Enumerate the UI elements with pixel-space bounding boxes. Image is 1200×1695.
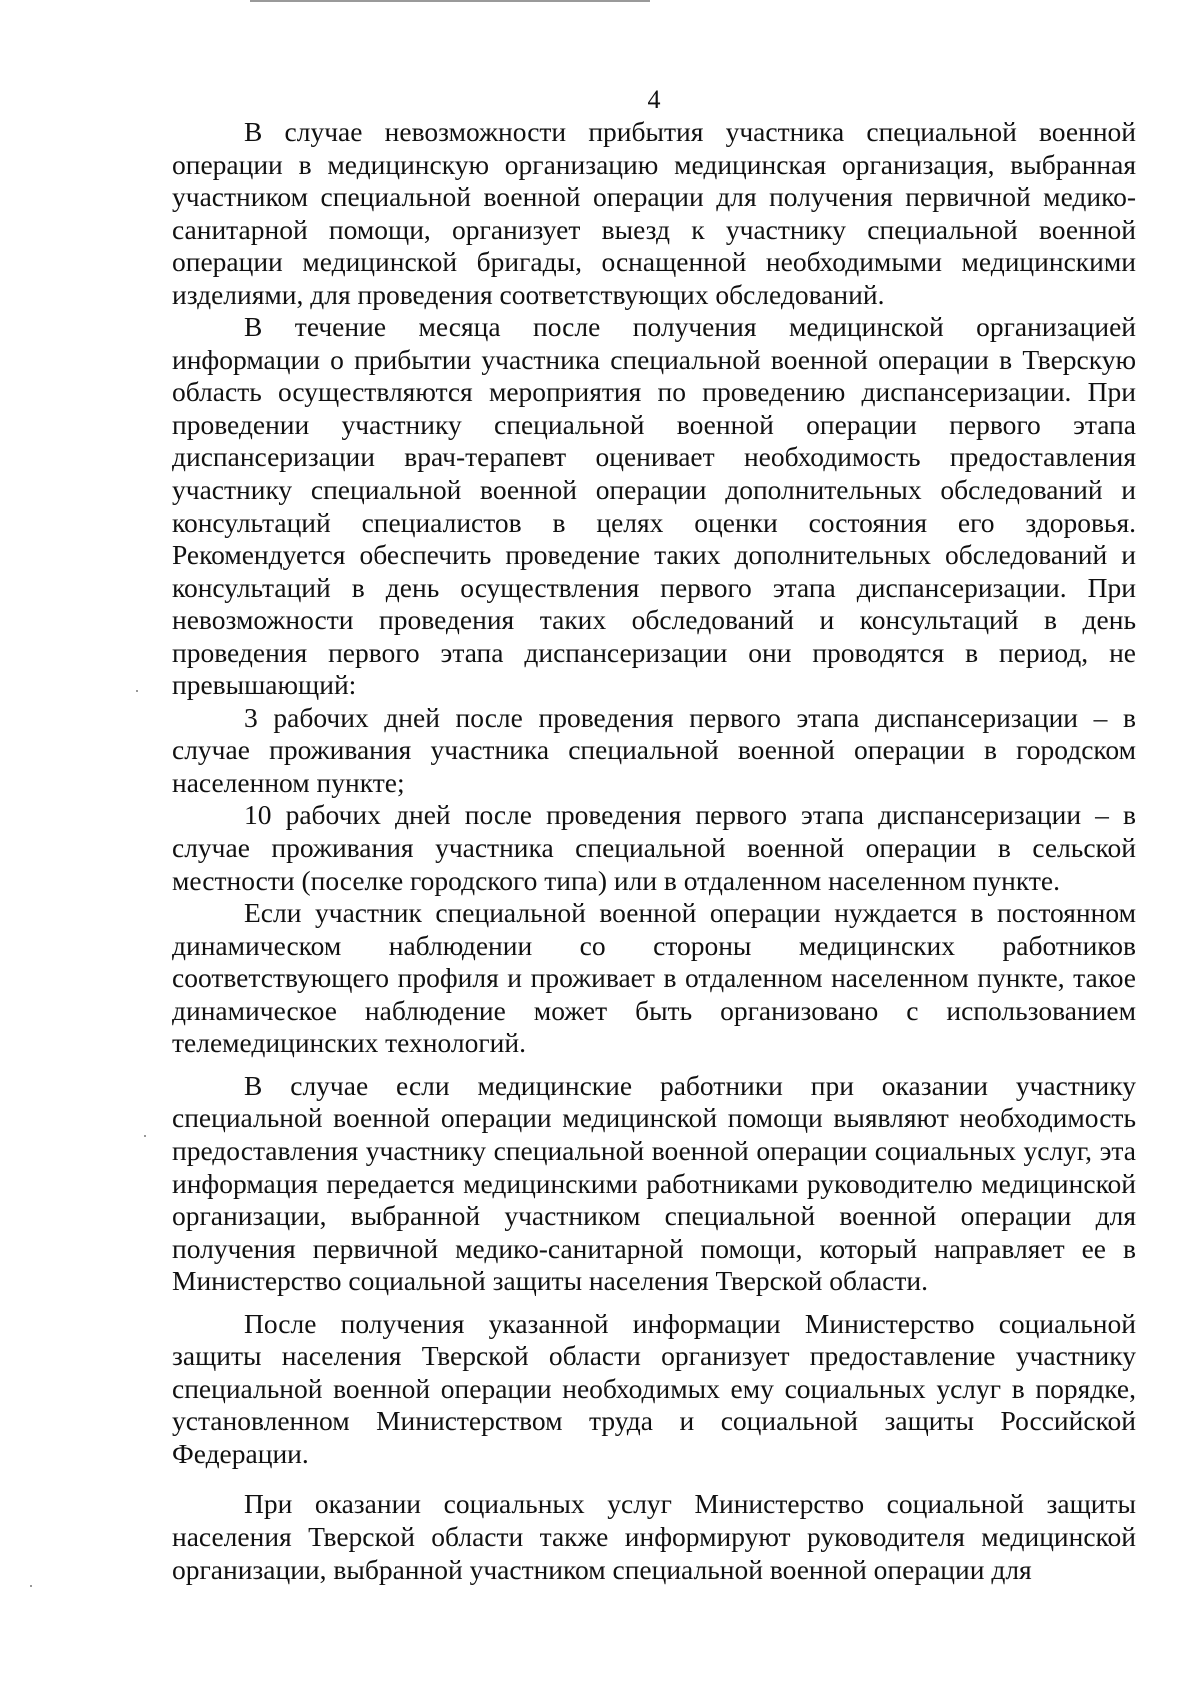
paragraph-dispensarization: В течение месяца после получения медицинской организацией информации о прибытии участника специальной военной операции в Тверскую область осуществляются мероприятия по проведению диспансеризации. При проведении участнику специальной военной операции первого этапа диспансеризации врач-терапевт оценивает необходимость предоставления участнику специальной военной операции дополнительных обследований и консультаций специалистов в целях оценки состояния его здоровья. Рекомендуется обеспечить проведение таких дополнительных обследований и консультаций в день осуществления первого этапа диспансеризации. При невозможности проведения таких обследований и консультаций в день проведения первого этапа диспансеризации они проводятся в период, не превышающий: (172, 311, 1136, 701)
scan-speck (30, 1585, 32, 1587)
paragraph-rural-deadline: 10 рабочих дней после проведения первого этапа диспансеризации – в случае проживания участника специальной военной операции в сельской местности (поселке городского типа) или в отдаленном населенном пункте. (172, 799, 1136, 896)
paragraph-telemedicine: Если участник специальной военной операции нуждается в постоянном динамическом наблюдении со стороны медицинских работников соответствующего профиля и проживает в отдаленном населенном пункте, такое динамическое наблюдение может быть организовано с использованием телемедицинских технологий. (172, 897, 1136, 1059)
scan-speck (136, 690, 138, 692)
paragraph-urban-deadline: 3 рабочих дней после проведения первого этапа диспансеризации – в случае проживания участника специальной военной операции в городском населенном пункте; (172, 701, 1136, 798)
document-body (172, 116, 1136, 1586)
scan-speck (144, 1135, 146, 1137)
page-number: 4 (647, 85, 661, 114)
scan-top-edge (250, 0, 650, 2)
paragraph-social-services-need: В случае если медицинские работники при оказании участнику специальной военной операции медицинской помощи выявляют необходимость предоставления участнику специальной военной операции социальных услуг, эта информация передается медицинскими работниками руководителю медицинской организации, выбранной участником специальной военной операции для получения первичной медико-санитарной помощи, который направляет ее в Министерство социальной защиты населения Тверской области. (172, 1069, 1136, 1297)
paragraph-field-visit: В случае невозможности прибытия участника специальной военной операции в медицинскую организацию медицинская организация, выбранная участником специальной военной операции для получения первичной медико-санитарной помощи, организует выезд к участнику специальной военной операции медицинской бригады, оснащенной необходимыми медицинскими изделиями, для проведения соответствующих обследований. (172, 116, 1136, 310)
paragraph-informing-head: При оказании социальных услуг Министерство социальной защиты населения Тверской области также информируют руководителя медицинской организации, выбранной участником специальной военной операции для (172, 1488, 1136, 1585)
paragraph-social-services-provision: После получения указанной информации Министерство социальной защиты населения Тверской области организует предоставление участнику специальной военной операции необходимых ему социальных услуг в порядке, установленном Министерством труда и социальной защиты Российской Федерации. (172, 1307, 1136, 1469)
